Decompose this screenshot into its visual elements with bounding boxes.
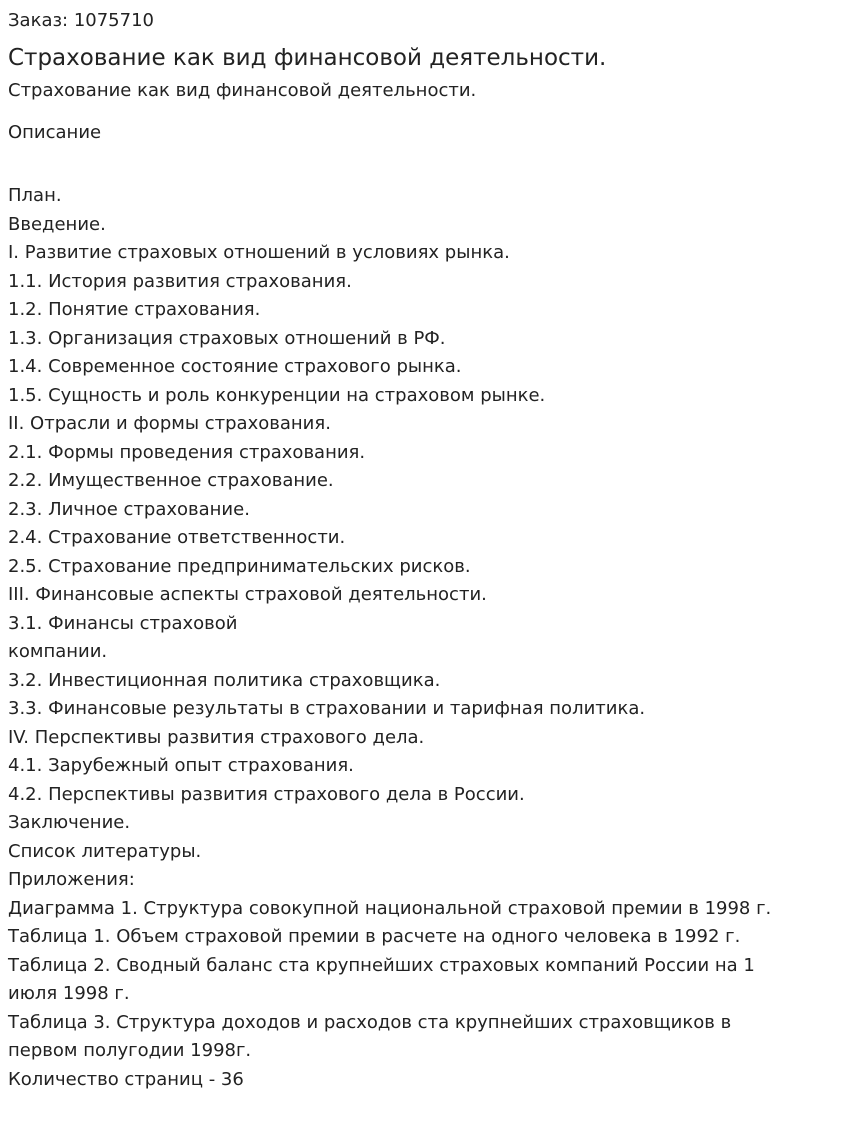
page-title: Страхование как вид финансовой деятельности. [8,45,607,71]
order-number: Заказ: 1075710 [8,10,154,31]
plan-line: первом полугодии 1998г. [8,1040,252,1061]
plan-line: 1.1. История развития страхования. [8,270,352,292]
plan-line: 2.1. Формы проведения страхования. [8,441,366,463]
plan-line: IV. Перспективы развития страхового дела. [8,726,425,748]
description-heading: Описание [8,122,102,143]
plan-line: Приложения: [8,869,135,890]
plan-line: июля 1998 г. [8,983,130,1004]
plan-line: 2.2. Имущественное страхование. [8,470,334,491]
plan-line: 4.2. Перспективы развития страхового дела в России. [8,783,525,805]
plan-line: Таблица 1. Объем страховой премии в расчете на одного человека в 1992 г. [8,926,741,947]
plan-line: Диаграмма 1. Структура совокупной национальной страховой премии в 1998 г. [8,897,772,919]
plan-line: Таблица 3. Структура доходов и расходов ста крупнейших страховщиков в [8,1011,732,1033]
plan-line: Таблица 2. Сводный баланс ста крупнейших страховых компаний России на 1 [8,954,755,976]
plan-line: Список литературы. [8,840,202,862]
plan-line: Заключение. [8,812,131,833]
plan-list [8,182,839,1094]
plan-line: 2.5. Страхование предпринимательских рисков. [8,555,471,577]
plan-line: 1.4. Современное состояние страхового рынка. [8,356,462,377]
plan-line: 4.1. Зарубежный опыт страхования. [8,755,354,776]
plan-line: План. [8,185,62,206]
plan-line: 3.3. Финансовые результаты в страховании и тарифная политика. [8,698,646,719]
plan-line: III. Финансовые аспекты страховой деятельности. [8,584,487,605]
plan-line: 3.2. Инвестиционная политика страховщика. [8,669,441,691]
plan-line: 2.3. Личное страхование. [8,498,250,520]
page-subtitle: Страхование как вид финансовой деятельности. [8,80,477,101]
plan-line: Введение. [8,213,106,235]
plan-line: 3.1. Финансы страховой [8,612,238,634]
plan-line: 1.3. Организация страховых отношений в РФ. [8,327,446,349]
plan-line: II. Отрасли и формы страхования. [8,413,331,434]
plan-line: 1.2. Понятие страхования. [8,299,261,320]
plan-line: Количество страниц - 36 [8,1068,244,1090]
plan-line: 1.5. Сущность и роль конкуренции на страховом рынке. [8,384,546,406]
plan-line: 2.4. Страхование ответственности. [8,527,346,548]
plan-line: I. Развитие страховых отношений в условиях рынка. [8,242,510,263]
plan-line: компании. [8,641,108,662]
